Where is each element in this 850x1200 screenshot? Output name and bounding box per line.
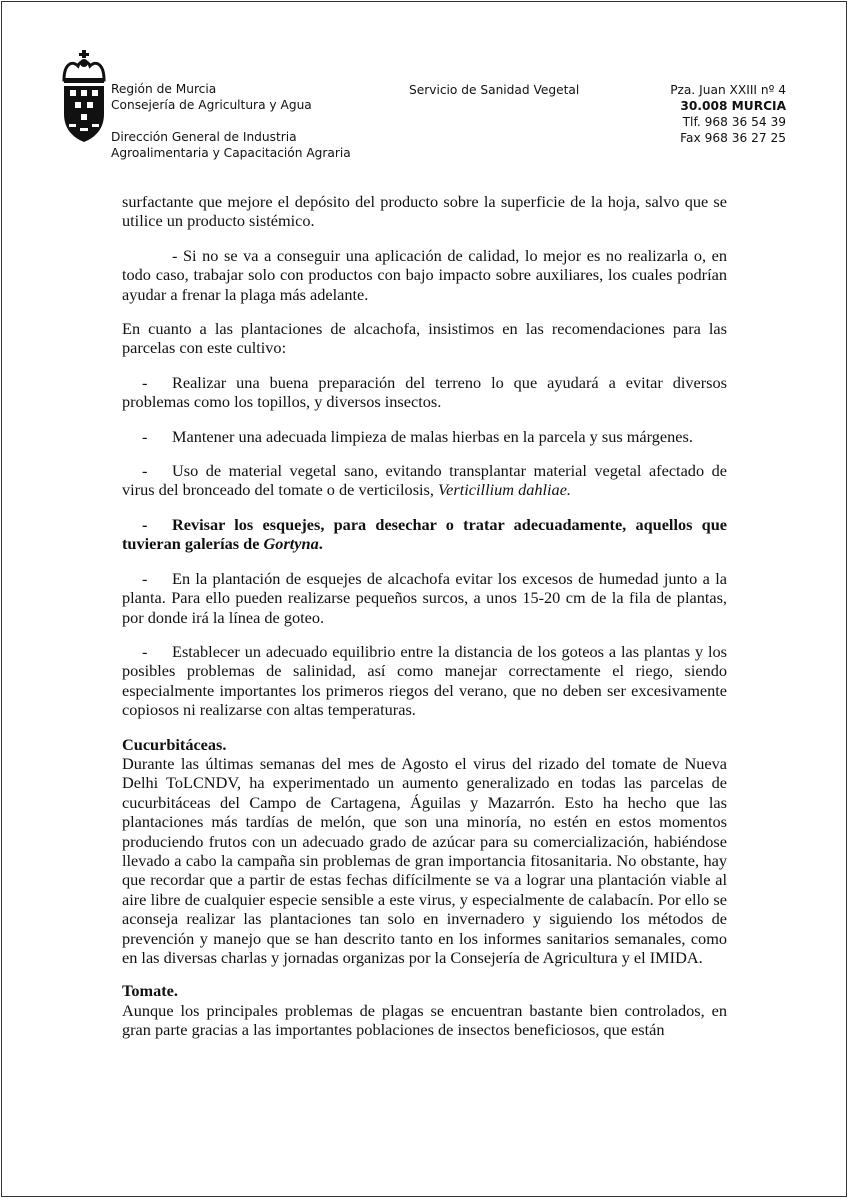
- document-body: [122, 192, 727, 1054]
- header-direccion-line2: Agroalimentaria y Capacitación Agraria: [111, 146, 351, 160]
- list-item-revisar-esquejes: - Revisar los esquejes, para desechar o tratar adecuadamente, aquellos que tuvieran galerías de Gortyna.: [122, 514, 727, 554]
- header-phone: Tlf. 968 36 54 39: [682, 115, 786, 129]
- heading-tomate: Tomate.: [122, 981, 178, 1001]
- section-cucurbitaceas: [122, 735, 727, 968]
- paragraph-cucurbitaceas: Durante las últimas semanas del mes de Agosto el virus del rizado del tomate de Nueva Delhi ToLCNDV, ha experimentado un aumento generalizado en todas las parcelas de cucurbitáceas del Campo de Cartagena, Águilas y Mazarrón. Esto ha hecho que las plantaciones más tardías de melón, que son una minoría, no estén en estos momentos produciendo frutos con un adecuado grado de azúcar para su comercialización, habiéndose llevado a cabo la campaña sin problemas de gran importancia fitosanitaria. No obstante, hay que recordar que a partir de estas fechas difícilmente se va a lograr una plantación viable al aire libre de cualquier especie sensible a este virus, y especialmente de calabacín. Por ello se aconseja realizar las plantaciones tan solo en invernadero y siguiendo los métodos de prevención y manejo que se han descrito tanto en los informes sanitarios semanales, como en las diversas charlas y jornadas organizas por la Consejería de Agricultura y el IMIDA.: [122, 753, 727, 967]
- paragraph-surfactante: surfactante que mejore el depósito del producto sobre la superficie de la hoja, salvo que se utilice un producto sistémico.: [122, 192, 727, 231]
- paragraph-aplicacion: - Si no se va a conseguir una aplicación de calidad, lo mejor es no realizarla o, en todo caso, trabajar solo con productos con bajo impacto sobre auxiliares, los cuales podrían ayudar a frenar la plaga más adelante.: [122, 245, 727, 304]
- list-item-equilibrio: - Establecer un adecuado equilibrio entre la distancia de los goteos a las plantas y los posibles problemas de salinidad, así como manejar correctamente el riego, siendo especialmente importantes los primeros riegos del verano, que no deben ser excesivamente copiosos ni realizarse con altas temperaturas.: [122, 641, 727, 720]
- region-murcia-coat-of-arms-logo: [60, 50, 108, 142]
- header-fax: Fax 968 36 27 25: [680, 131, 786, 145]
- paragraph-tomate: Aunque los principales problemas de plagas se encuentran bastante bien controlados, en gran parte gracias a las importantes poblaciones de insectos beneficiosos, que están: [122, 1000, 727, 1040]
- list-item-material-vegetal: - Uso de material vegetal sano, evitando transplantar material vegetal afectado de virus del bronceado del tomate o de verticilosis, Verticillium dahliae.: [122, 461, 727, 500]
- header-postcode: 30.008 MURCIA: [680, 99, 786, 113]
- header-left-block: [111, 81, 351, 161]
- list-item-preparacion: - Realizar una buena preparación del terreno lo que ayudará a evitar diversos problemas como los topillos, y diversos insectos.: [122, 372, 727, 412]
- header-direccion-line1: Dirección General de Industria: [111, 130, 297, 144]
- list-item-humedad: - En la plantación de esquejes de alcachofa evitar los excesos de humedad junto a la planta. Para ello pueden realizarse pequeños surcos, a unos 15-20 cm de la fila de plantas, por donde irá la línea de goteo.: [122, 568, 727, 627]
- section-tomate: [122, 981, 727, 1039]
- heading-cucurbitaceas: Cucurbitáceas.: [122, 734, 227, 754]
- header-address-block: [670, 82, 786, 146]
- header-address: Pza. Juan XXIII nº 4: [670, 83, 786, 97]
- header-service: Servicio de Sanidad Vegetal: [409, 83, 580, 97]
- list-item-limpieza: - Mantener una adecuada limpieza de malas hierbas en la parcela y sus márgenes.: [142, 426, 693, 446]
- paragraph-alcachofa-intro: En cuanto a las plantaciones de alcachofa, insistimos en las recomendaciones para las parcelas con este cultivo:: [122, 319, 727, 358]
- header-consejeria: Consejería de Agricultura y Agua: [111, 98, 312, 112]
- header-region: Región de Murcia: [111, 82, 217, 96]
